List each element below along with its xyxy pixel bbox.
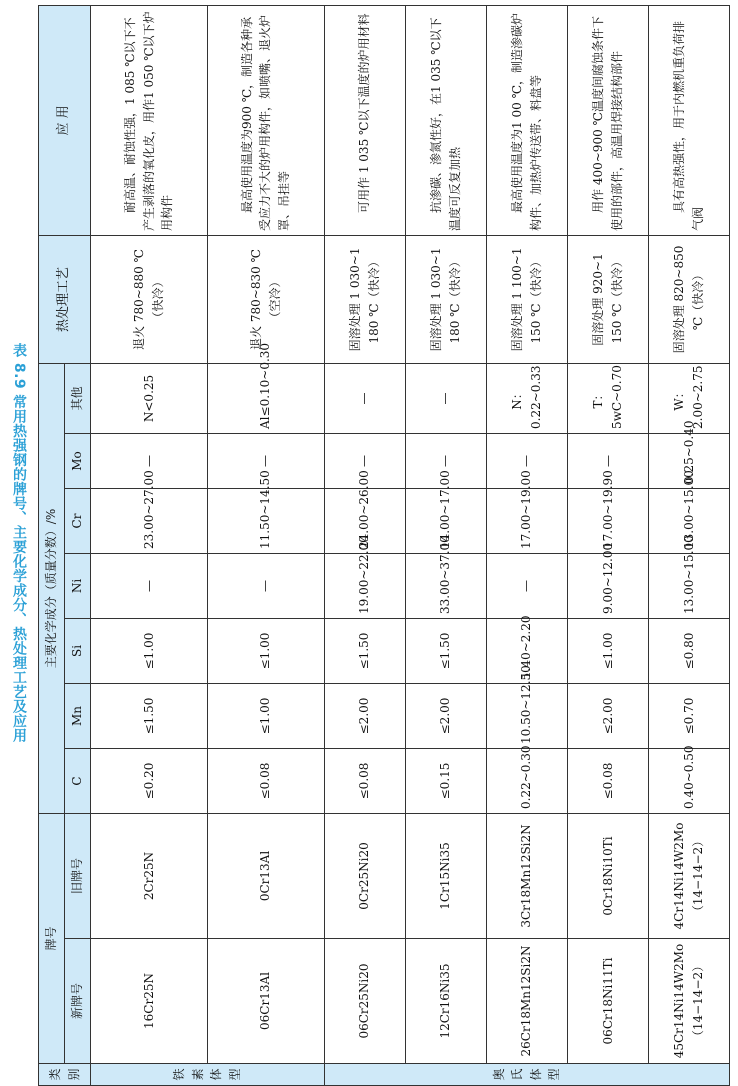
cell-old-grade: 3Cr18Mn12Si2N	[486, 813, 567, 938]
category-austenitic: 奥氏体型	[324, 1064, 729, 1086]
cell-si: ≤1.00	[207, 618, 324, 683]
table-container	[38, 0, 738, 1086]
header-cr: Cr	[65, 488, 91, 553]
table-title: 表 8.9 常用热强钢的牌号、主要化学成分、热处理工艺及应用	[11, 343, 27, 743]
cell-si: ≤1.50	[405, 618, 486, 683]
cell-ni: 13.00~15.00	[648, 553, 729, 618]
cell-other: Al≤0.10~0.30	[207, 363, 324, 433]
cell-heat-treatment: 固溶处理 1 030~1 180 ℃（快冷）	[324, 235, 405, 363]
cell-mo: 0.25~0.40	[648, 433, 729, 488]
cell-cr: 17.00~19.00	[486, 488, 567, 553]
header-heat-treatment: 热处理工艺	[39, 235, 91, 363]
cell-si: ≤1.00	[567, 618, 648, 683]
category-ferritic: 铁素体型	[91, 1064, 325, 1086]
cell-other: N<0.25	[91, 363, 208, 433]
header-new-grade: 新牌号	[65, 939, 91, 1064]
cell-ni: 33.00~37.00	[405, 553, 486, 618]
header-grade: 牌号	[39, 813, 65, 1063]
table-row	[324, 5, 405, 1085]
table-row	[648, 5, 729, 1085]
cell-c: ≤0.20	[91, 748, 208, 813]
cell-new-grade: 26Cr18Mn12Si2N	[486, 939, 567, 1064]
cell-other: —	[405, 363, 486, 433]
header-old-grade: 旧牌号	[65, 813, 91, 938]
cell-mn: ≤2.00	[567, 683, 648, 748]
cell-c: ≤0.08	[567, 748, 648, 813]
header-category: 类别	[39, 1064, 91, 1086]
cell-cr: 13.00~15.00	[648, 488, 729, 553]
heat-resistant-steel-table	[38, 5, 730, 1086]
cell-c: 0.40~0.50	[648, 748, 729, 813]
cell-new-grade: 06Cr25Ni20	[324, 939, 405, 1064]
cell-old-grade: 0Cr13Al	[207, 813, 324, 938]
cell-c: ≤0.08	[207, 748, 324, 813]
cell-mn: ≤2.00	[405, 683, 486, 748]
header-other: 其他	[65, 363, 91, 433]
cell-application: 抗渗碳、渗氮性好，在1 035 ℃以下温度可反复加热	[405, 5, 486, 235]
cell-application: 用作 400~900 ℃温度间腐蚀条件下使用的部件，高温用焊接结构部件	[567, 5, 648, 235]
cell-si: 1.40~2.20	[486, 618, 567, 683]
cell-ni: —	[207, 553, 324, 618]
cell-cr: 24.00~26.00	[324, 488, 405, 553]
header-si: Si	[65, 618, 91, 683]
cell-new-grade: 45Cr14Ni14W2Mo（14−14−2）	[648, 939, 729, 1064]
header-composition: 主要化学成分（质量分数）/%	[39, 363, 65, 813]
header-mn: Mn	[65, 683, 91, 748]
cell-application: 具有高热强性，用于内燃机重负荷排气阀	[648, 5, 729, 235]
rotated-table-frame	[38, 6, 730, 1086]
cell-ni: —	[91, 553, 208, 618]
cell-cr: 17.00~19.90	[567, 488, 648, 553]
cell-old-grade: 0Cr25Ni20	[324, 813, 405, 938]
cell-new-grade: 12Cr16Ni35	[405, 939, 486, 1064]
cell-mn: ≤1.00	[207, 683, 324, 748]
cell-cr: 23.00~27.00	[91, 488, 208, 553]
cell-mo: —	[91, 433, 208, 488]
cell-c: ≤0.08	[324, 748, 405, 813]
cell-old-grade: 1Cr15Ni35	[405, 813, 486, 938]
cell-new-grade: 16Cr25N	[91, 939, 208, 1064]
header-application: 应 用	[39, 5, 91, 235]
cell-application: 最高使用温度为1 00 ℃，制造渗碳炉构件、加热炉传送带、料盘等	[486, 5, 567, 235]
cell-heat-treatment: 固溶处理 1 100~1 150 ℃（快冷）	[486, 235, 567, 363]
cell-old-grade: 0Cr18Ni10Ti	[567, 813, 648, 938]
cell-cr: 11.50~14.50	[207, 488, 324, 553]
cell-ni: —	[486, 553, 567, 618]
cell-mo: —	[324, 433, 405, 488]
cell-heat-treatment: 固溶处理 820~850 ℃（快冷）	[648, 235, 729, 363]
cell-application: 可用作 1 035 ℃以下温度的炉用材料	[324, 5, 405, 235]
table-row	[91, 5, 208, 1085]
header-mo: Mo	[65, 433, 91, 488]
header-c: C	[65, 748, 91, 813]
cell-new-grade: 06Cr18Ni11Ti	[567, 939, 648, 1064]
cell-other: W：2.00~2.75	[648, 363, 729, 433]
table-row	[405, 5, 486, 1085]
table-title-container	[0, 0, 38, 1086]
cell-mo: —	[405, 433, 486, 488]
cell-c: ≤0.15	[405, 748, 486, 813]
cell-mn: ≤1.50	[91, 683, 208, 748]
cell-mo: —	[567, 433, 648, 488]
table-row	[207, 5, 324, 1085]
cell-old-grade: 4Cr14Ni14W2Mo（14−14−2）	[648, 813, 729, 938]
cell-heat-treatment: 退火 780~880 ℃（快冷）	[91, 235, 208, 363]
cell-other: T：5wC~0.70	[567, 363, 648, 433]
cell-c: 0.22~0.30	[486, 748, 567, 813]
cell-application: 耐高温、耐蚀性强，1 085 ℃以下不产生剥落的氧化皮，用作1 050 ℃以下炉用构件	[91, 5, 208, 235]
table-row	[567, 5, 648, 1085]
cell-new-grade: 06Cr13Al	[207, 939, 324, 1064]
cell-other: N：0.22~0.33	[486, 363, 567, 433]
cell-heat-treatment: 退火 780~830 ℃（空冷）	[207, 235, 324, 363]
cell-other: —	[324, 363, 405, 433]
cell-heat-treatment: 固溶处理 1 030~1 180 ℃（快冷）	[405, 235, 486, 363]
cell-mn: 10.50~12.50	[486, 683, 567, 748]
cell-si: ≤0.80	[648, 618, 729, 683]
cell-si: ≤1.50	[324, 618, 405, 683]
cell-heat-treatment: 固溶处理 920~1 150 ℃（快冷）	[567, 235, 648, 363]
cell-cr: 14.00~17.00	[405, 488, 486, 553]
cell-ni: 19.00~22.00	[324, 553, 405, 618]
cell-ni: 9.00~12.00	[567, 553, 648, 618]
table-row	[486, 5, 567, 1085]
cell-old-grade: 2Cr25N	[91, 813, 208, 938]
header-ni: Ni	[65, 553, 91, 618]
cell-mo: —	[486, 433, 567, 488]
cell-mn: ≤0.70	[648, 683, 729, 748]
cell-si: ≤1.00	[91, 618, 208, 683]
cell-application: 最高使用温度为900 ℃，制造各种承受应力不大的炉用构件，如喷嘴、退火炉罩、吊挂等	[207, 5, 324, 235]
cell-mn: ≤2.00	[324, 683, 405, 748]
cell-mo: —	[207, 433, 324, 488]
